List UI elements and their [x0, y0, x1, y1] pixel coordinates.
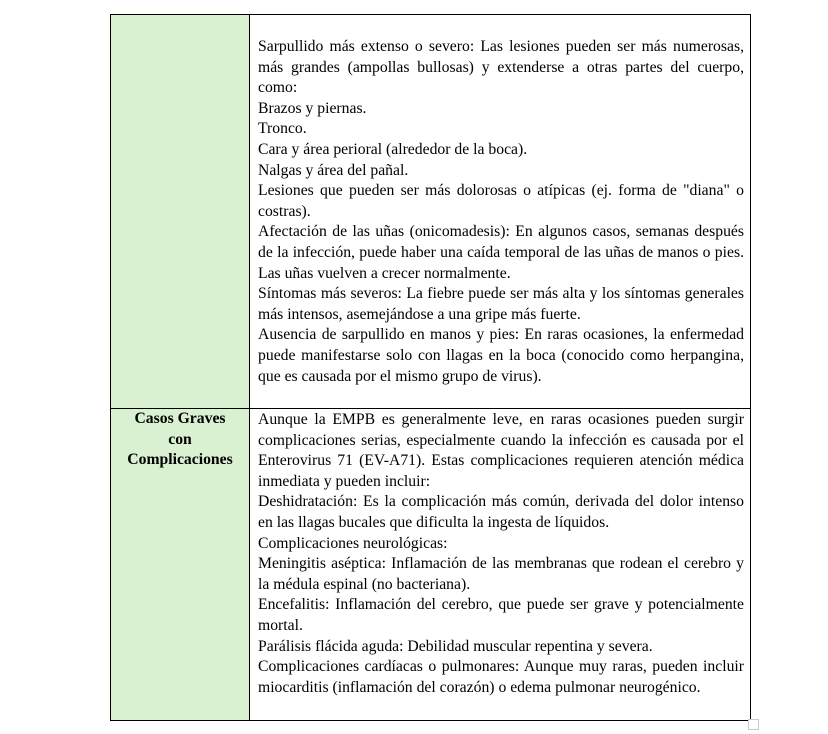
document-table — [110, 14, 751, 721]
paragraph: Síntomas más severos: La fiebre puede ser más alta y los síntomas generales más intensos, asemejándose a una gripe más fuerte. — [258, 285, 744, 323]
table-row — [111, 409, 751, 721]
row-label-line: Complicaciones — [127, 451, 233, 469]
paragraph: Brazos y piernas. — [258, 99, 367, 117]
paragraph: Tronco. — [258, 120, 307, 138]
paragraph: Meningitis aséptica: Inflamación de las membranas que rodean el cerebro y la médula espinal (no bacteriana). — [258, 555, 744, 593]
table-row — [111, 15, 751, 409]
paragraph: Cara y área perioral (alrededor de la boca). — [258, 140, 528, 158]
paragraph: Encefalitis: Inflamación del cerebro, que puede ser grave y potencialmente mortal. — [258, 596, 744, 634]
paragraph: Ausencia de sarpullido en manos y pies: En raras ocasiones, la enfermedad puede manifestarse solo con llagas en la boca (conocido como herpangina, que es causada por el mismo grupo de virus). — [258, 326, 744, 385]
row-label-line: con — [168, 430, 192, 448]
row-label-cell — [111, 15, 250, 409]
paragraph: Lesiones que pueden ser más dolorosas o atípicas (ej. forma de "diana" o costras). — [258, 182, 744, 220]
row-label-line: Casos Graves — [134, 410, 226, 427]
row-content-cell — [250, 409, 751, 721]
paragraph: Sarpullido más extenso o severo: Las lesiones pueden ser más numerosas, más grandes (ampollas bullosas) y extenderse a otras partes del cuerpo, como: — [258, 38, 744, 97]
paragraph: Afectación de las uñas (onicomadesis): En algunos casos, semanas después de la infección, puede haber una caída temporal de las uñas de manos o pies. Las uñas vuelven a crecer normalmente. — [258, 223, 744, 282]
paragraph: Aunque la EMPB es generalmente leve, en raras ocasiones pueden surgir complicaciones serias, especialmente cuando la infección es causada por el Enterovirus 71 (EV-A71). Estas complicaciones requieren atención médica inmediata y pueden incluir: — [258, 411, 744, 490]
row-label — [111, 409, 249, 471]
paragraph: Complicaciones neurológicas: — [258, 534, 448, 552]
table-resize-handle[interactable] — [748, 719, 759, 730]
paragraph: Nalgas y área del pañal. — [258, 161, 409, 179]
row-label-cell — [111, 409, 250, 721]
paragraph: Complicaciones cardíacas o pulmonares: Aunque muy raras, pueden incluir miocarditis (inflamación del corazón) o edema pulmonar neurogénico. — [258, 658, 744, 696]
row-content — [250, 409, 750, 698]
paragraph: Parálisis flácida aguda: Debilidad muscular repentina y severa. — [258, 637, 653, 655]
row-content-cell — [250, 15, 751, 409]
row-content — [250, 15, 750, 387]
paragraph: Deshidratación: Es la complicación más común, derivada del dolor intenso en las llagas bucales que dificulta la ingesta de líquidos. — [258, 493, 744, 531]
